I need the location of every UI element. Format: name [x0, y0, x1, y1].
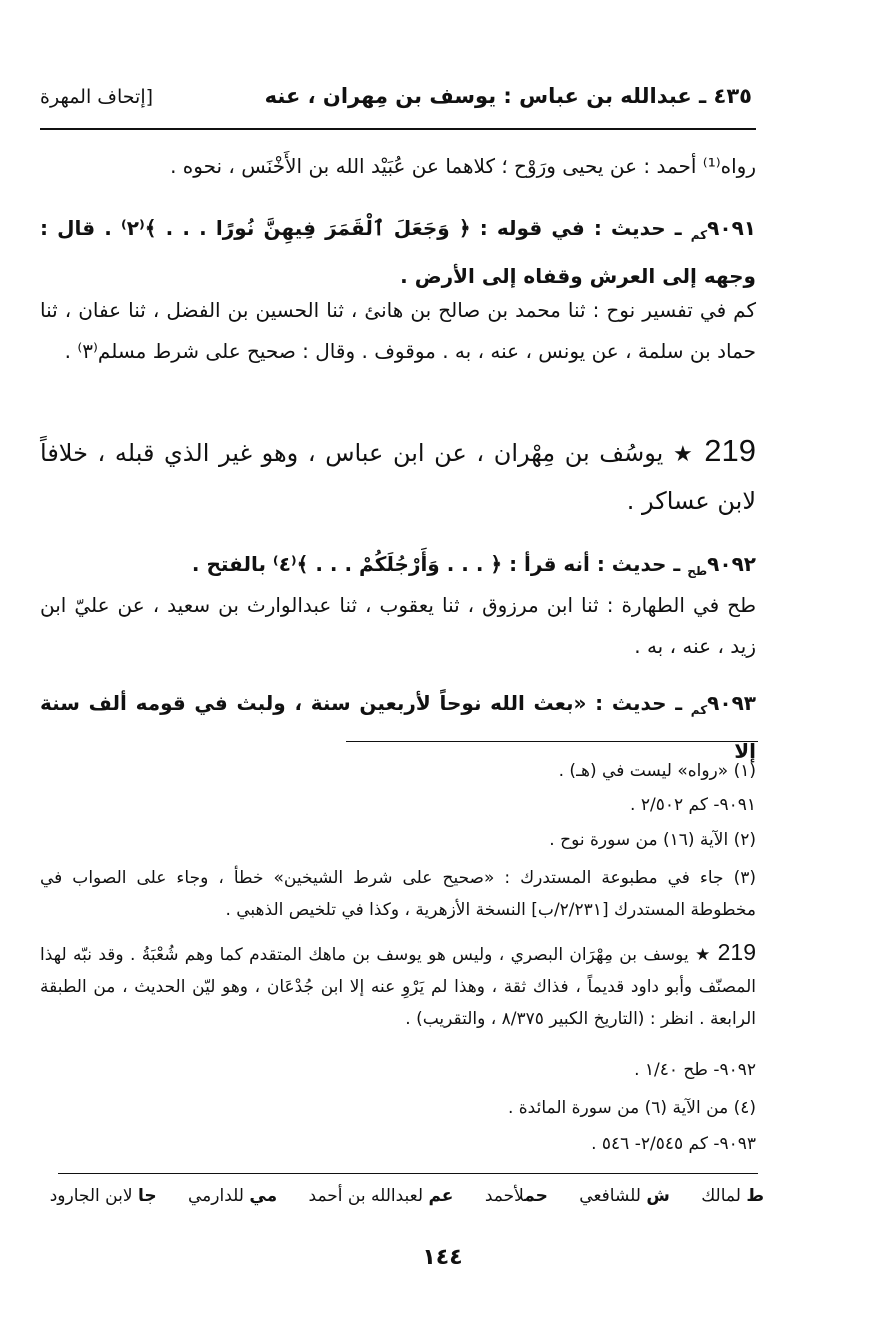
abbreviation-key: [50, 1186, 764, 1206]
hadith-sigla: كم: [690, 703, 708, 717]
star-icon: ★: [695, 945, 712, 965]
ref-9091: ٩٠٩١- كم ٢/٥٠٢ .: [630, 795, 756, 815]
chapter-title: ٤٣٥ ـ عبدالله بن عباس : يوسف بن مِهران ، عنه: [264, 84, 752, 108]
footnote-rule: [346, 741, 758, 742]
star-icon: ★: [672, 442, 695, 467]
translation-number: 219: [704, 433, 756, 468]
translation-219: [40, 428, 756, 524]
hadith-9091-source: كم في تفسير نوح : ثنا محمد بن صالح بن هانئ ، ثنا الحسين بن الفضل ، ثنا عفان ، ثنا حماد بن سلمة ، عن يونس ، عنه ، به . موقوف . وقال : صحيح على شرط مسلم⁽٣⁾ .: [40, 298, 756, 363]
abbreviation-item: حملأحمد: [484, 1186, 548, 1206]
translation-text: يوسُف بن مِهْران ، عن ابن عباس ، وهو غير الذي قبله ، خلافاً لابن عساكر .: [40, 439, 756, 515]
hadith-9092-source: طح في الطهارة : ثنا ابن مرزوق ، ثنا يعقوب ، ثنا عبدالوارث بن سعيد ، عن عليّ ابن زيد ، عنه ، به .: [40, 593, 756, 658]
hadith-text: ـ حديث : أنه قرأ : ﴿ . . . وَأَرْجُلَكُمْ . . . ﴾⁽٤⁾ بالفتح .: [191, 552, 681, 576]
header-rule: [40, 128, 756, 130]
rawah-line: رواه⁽¹⁾ أحمد : عن يحيى ورَوْح ؛ كلاهما عن عُبَيْد الله بن الأَخْنَس ، نحوه .: [170, 154, 756, 178]
footnote-3: (٣) جاء في مطبوعة المستدرك : «صحيح على شرط الشيخين» خطأ ، وجاء على الصواب في مخطوطة المستدرك [٢/٢٣١/ب] النسخة الأزهرية ، وكذا في تلخيص الذهبي .: [40, 868, 756, 920]
footnote-1: (١) «رواه» ليست في (هـ) .: [558, 761, 756, 781]
abbreviation-item: ش للشافعي: [579, 1186, 670, 1206]
ref-9093: ٩٠٩٣- كم ٢/٥٤٥- ٥٤٦ .: [591, 1134, 756, 1154]
footnote-4: (٤) من الآية (٦) من سورة المائدة .: [507, 1098, 756, 1118]
book-title: [إتحاف المهرة: [40, 86, 154, 108]
running-header: [40, 84, 752, 118]
abbreviation-item: عم لعبدالله بن أحمد: [308, 1186, 454, 1206]
hadith-number: ٩٠٩٢: [707, 552, 756, 576]
hadith-text: ـ حديث : في قوله : ﴿ وَجَعَلَ ٱلْقَمَرَ فِيهِنَّ نُورًا . . . ﴾⁽٢⁾ . قال : وجهه إلى العرش وقفاه إلى الأرض .: [40, 216, 756, 288]
hadith-sigla: كم: [690, 228, 708, 242]
footnote-219: [40, 936, 756, 1035]
ref-9092: ٩٠٩٢- طح ١/٤٠ .: [634, 1060, 756, 1080]
footnote-text: يوسف بن مِهْرَان البصري ، وليس هو يوسف بن ماهك المتقدم كما وهم شُعْبَةُ . وقد نبّه لهذا المصنّف وأبو داود قديماً ، فذاك ثقة ، وهذا لم يَرْوِ عنه إلا ابن جُدْعَان ، وهو ليّن الحديث ، من الطبقة الرابعة . انظر : (التاريخ الكبير ٨/٣٧٥ ، والتقريب) .: [40, 945, 756, 1029]
page-number: ١٤٤: [422, 1245, 463, 1270]
hadith-text: ـ حديث : «بعث الله نوحاً لأربعين سنة ، ولبث في قومه ألف سنة إلا: [40, 691, 756, 763]
hadith-9091: [40, 208, 756, 297]
footnote-2: (٢) الآية (١٦) من سورة نوح .: [549, 830, 756, 850]
abbreviation-item: مي للدارمي: [188, 1186, 278, 1206]
hadith-number: ٩٠٩٣: [707, 691, 756, 715]
abbreviation-rule: [58, 1173, 758, 1174]
translation-number: 219: [717, 939, 757, 965]
abbreviation-item: جا لابن الجارود: [49, 1186, 157, 1206]
abbreviation-item: ط لمالك: [701, 1186, 764, 1206]
hadith-number: ٩٠٩١: [707, 216, 756, 240]
hadith-sigla: طح: [687, 564, 708, 578]
